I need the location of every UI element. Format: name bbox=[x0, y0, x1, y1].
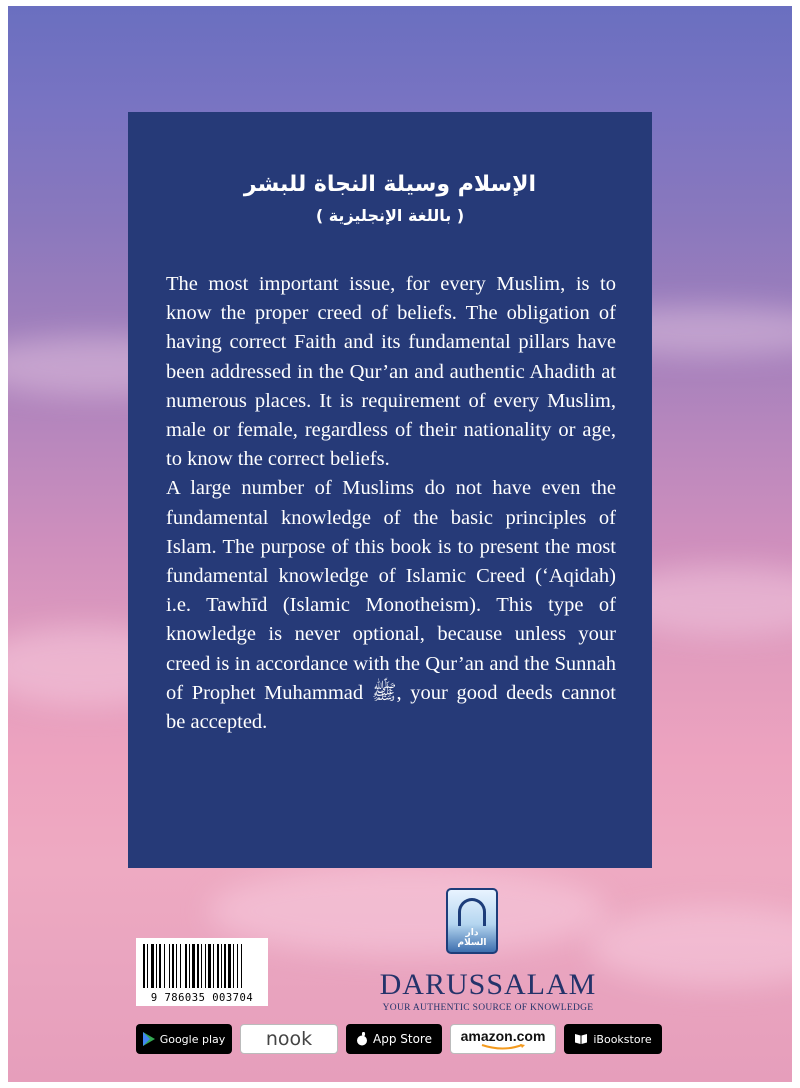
logo-arch-icon bbox=[458, 898, 486, 926]
darussalam-logo bbox=[446, 888, 498, 954]
arabic-subtitle: ( باللغة الإنجليزية ) bbox=[315, 206, 465, 225]
app-store-badge[interactable] bbox=[346, 1024, 442, 1054]
barcode-digits: 9 786035 003704 bbox=[150, 992, 254, 1004]
nook-label: nook bbox=[265, 1028, 313, 1050]
ibookstore-label: iBookstore bbox=[593, 1032, 652, 1046]
nook-badge[interactable] bbox=[240, 1024, 338, 1054]
barcode-bars bbox=[142, 944, 262, 988]
description-panel bbox=[128, 112, 652, 868]
google-play-label: Google play bbox=[159, 1032, 226, 1046]
arabic-title: الإسلام وسيلة النجاة للبشر bbox=[243, 172, 537, 197]
apple-icon bbox=[356, 1032, 368, 1046]
isbn-barcode bbox=[136, 938, 268, 1006]
publisher-name: DARUSSALAM bbox=[379, 968, 597, 1001]
book-icon bbox=[574, 1033, 588, 1045]
amazon-smile-icon bbox=[480, 1044, 526, 1050]
amazon-label: amazon.com bbox=[460, 1028, 546, 1044]
ibookstore-badge[interactable] bbox=[564, 1024, 662, 1054]
google-play-badge[interactable] bbox=[136, 1024, 232, 1054]
blurb-paragraph-1: The most important issue, for every Muslim, is to know the proper creed of beliefs. The obligation of having correct Faith and its fundamental pillars have been addressed in the Qur’an and authentic Ahadith at numerous places. It is requirement of every Muslim, male or female, regardless of their nationality or age, to know the correct beliefs. bbox=[166, 273, 616, 471]
blurb-paragraph-2: A large number of Muslims do not have even the fundamental knowledge of the basic principles of Islam. The purpose of this book is to present the most fundamental knowledge of Islamic Creed (‘Aqidah) i.e. Tawhīd (Islamic Monotheism). This type of knowledge is never optional, because unless your creed is in accordance with the Qur’an and the Sunnah of Prophet Muhammad ﷺ, your good deeds cannot be accepted. bbox=[166, 477, 616, 734]
logo-arabic-text: دار السلام bbox=[457, 928, 487, 948]
cloud-decoration bbox=[208, 866, 608, 956]
app-store-label: App Store bbox=[373, 1032, 432, 1046]
cloud-decoration bbox=[588, 906, 792, 986]
play-triangle-icon bbox=[143, 1032, 155, 1046]
blurb-text bbox=[166, 270, 616, 737]
publisher-tagline: YOUR AUTHENTIC SOURCE OF KNOWLEDGE bbox=[382, 1003, 594, 1013]
amazon-badge[interactable] bbox=[450, 1024, 556, 1054]
